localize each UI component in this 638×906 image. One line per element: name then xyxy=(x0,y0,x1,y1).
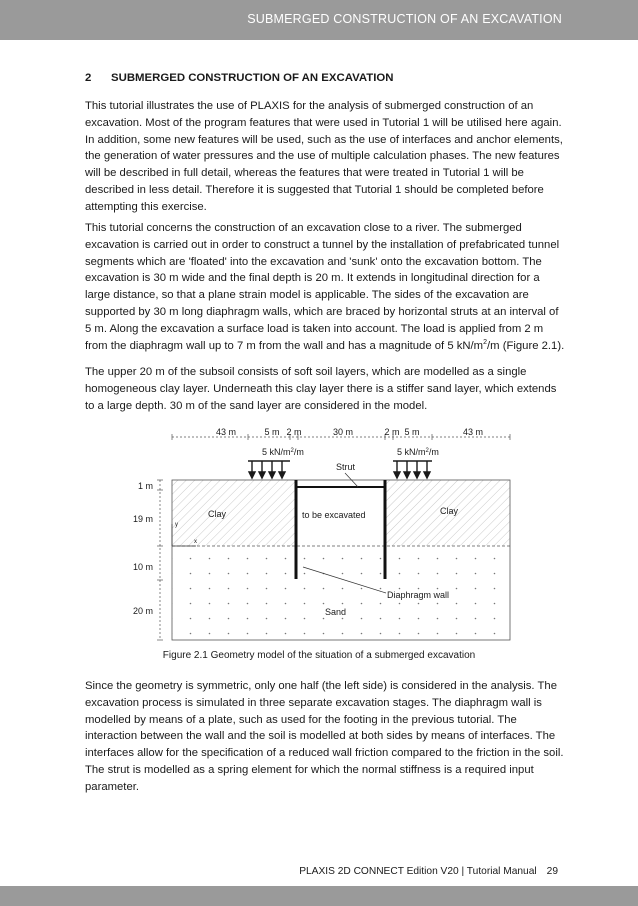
dim-top-5m-left: 5 m xyxy=(264,427,280,437)
page-number: 29 xyxy=(546,866,558,877)
sand-label: Sand xyxy=(325,607,347,617)
paragraph-excavation-sup: 2 xyxy=(483,338,488,346)
dim-left-20m: 20 m xyxy=(132,606,153,616)
sand-layer xyxy=(172,546,510,640)
figure-geometry xyxy=(0,420,638,670)
excavated-label: to be excavated xyxy=(302,510,366,520)
clay-label-left: Clay xyxy=(208,509,227,519)
dim-top-43m-left: 43 m xyxy=(215,427,237,437)
header-bar xyxy=(0,0,638,40)
figure-caption: Figure 2.1 Geometry model of the situation of a submerged excavation xyxy=(162,650,476,661)
section-heading xyxy=(85,72,393,84)
dim-top-43m-right: 43 m xyxy=(462,427,484,437)
running-header: SUBMERGED CONSTRUCTION OF AN EXCAVATION xyxy=(247,12,562,26)
diaphragm-wall-label: Diaphragm wall xyxy=(387,590,450,600)
geometry-diagram xyxy=(0,420,638,650)
strut-label: Strut xyxy=(336,462,356,472)
dim-top-2m-right: 2 m xyxy=(384,427,400,437)
paragraph-subsoil: The upper 20 m of the subsoil consists of soft soil layers, which are modelled as a single homogeneous clay layer. Underneath this clay layer there is a stiffer sand layer, which extends to a large depth. 30 m of the sand layer are considered in the model. xyxy=(85,366,557,412)
footer-bar xyxy=(0,886,638,906)
dim-top-2m-left: 2 m xyxy=(286,427,302,437)
section-title: SUBMERGED CONSTRUCTION OF AN EXCAVATION xyxy=(111,72,394,84)
paragraph-excavation-text: This tutorial concerns the construction of an excavation close to a river. The submerged excavation is carried out in order to construct a tunnel by the installation of prefabricated tunnel segments which are 'floated' into the excavation and 'sunk' onto the excavation bottom. The excavation is 30 m wide and the final depth is 20 m. It extends in longitudinal direction for a large distance, so that a plane strain model is applicable. The sides of the excavation are supported by 30 m long diaphragm walls, which are braced by horizontal struts at an interval of 5 m. Along the excavation a surface load is taken into account. The load is applied from 2 m from the diaphragm wall up to 7 m from the wall and has a magnitude of 5 kN/m xyxy=(85,222,560,352)
paragraph-excavation-tail: /m (Figure 2.1). xyxy=(487,339,565,352)
load-label-left: 5 $kN/m^2/m$ xyxy=(262,447,304,457)
axis-y-label: y xyxy=(175,522,178,528)
clay-label-right: Clay xyxy=(440,506,459,516)
load-arrows-left xyxy=(248,461,290,478)
dim-left-1m: 1 m xyxy=(137,481,153,491)
dim-left-19m: 19 m xyxy=(132,514,153,524)
load-label-right: 5 $kN/m^2/m$ xyxy=(397,447,439,457)
paragraph-geometry: Since the geometry is symmetric, only one half (the left side) is considered in the analysis. The excavation process is simulated in three separate excavation stages. The diaphragm wall is modelled by means of a plate, such as used for the footing in the previous tutorial. The interaction between the wall and the soil is modelled at both sides by means of interfaces. The interfaces allow for the specification of a reduced wall friction compared to the friction in the soil. The strut is modelled as a spring element for which the normal stiffness is a required input parameter. xyxy=(85,680,564,793)
load-arrows-right xyxy=(393,461,432,478)
section-number: 2 xyxy=(85,72,92,84)
dim-left-10m: 10 m xyxy=(132,562,153,572)
left-dimension-line xyxy=(157,480,163,640)
footer xyxy=(299,866,558,877)
dim-top-30m: 30 m xyxy=(332,427,354,437)
paragraph-intro: This tutorial illustrates the use of PLAXIS for the analysis of submerged construction of an excavation. Most of the program features that were used in Tutorial 1 will be utilised here again. In addition, some new features will be used, such as the use of interfaces and anchor elements, the generation of water pressures and the use of multiple calculation phases. The new features will be described in full detail, whereas the features that were treated in Tutorial 1 will be described in less detail. Therefore it is suggested that Tutorial 1 should be completed before attempting this exercise. xyxy=(85,100,563,213)
paragraph-excavation xyxy=(85,220,565,354)
dim-top-5m-right: 5 m xyxy=(404,427,420,437)
footer-title: PLAXIS 2D CONNECT Edition V20 | Tutorial Manual xyxy=(299,866,537,877)
clay-layer-left xyxy=(172,480,296,546)
axis-x-label: x xyxy=(194,539,197,545)
